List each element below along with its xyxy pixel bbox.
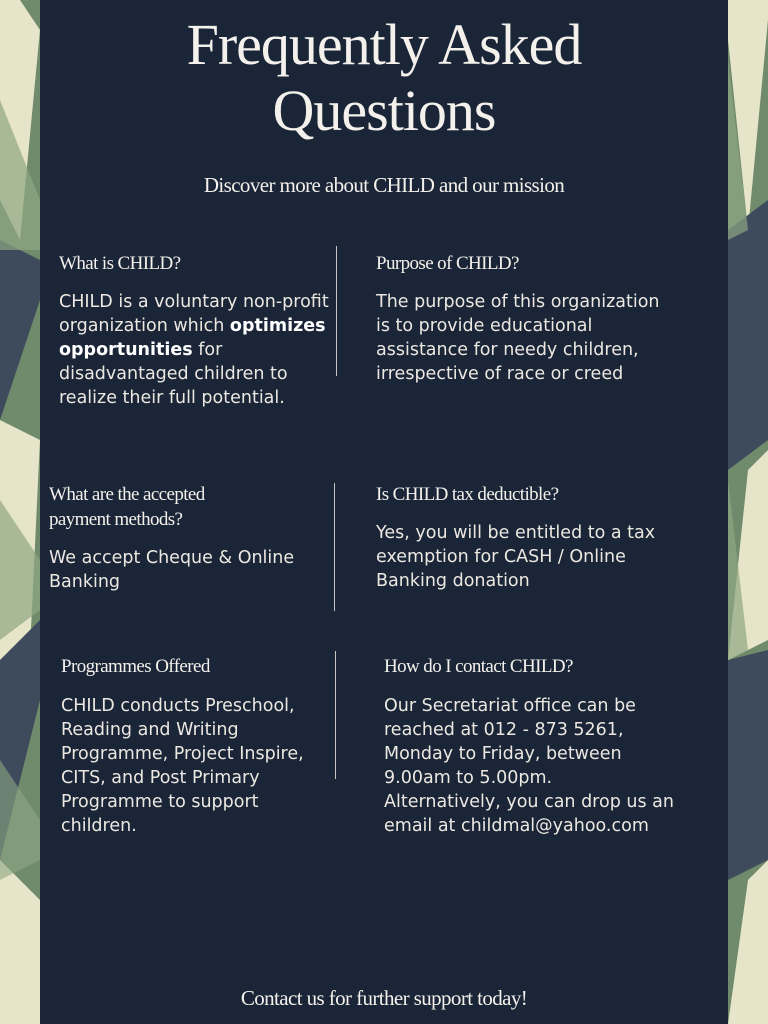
- faq-answer-payment-methods: We accept Cheque & Online Banking: [49, 548, 295, 592]
- decorative-right-border: [728, 0, 768, 1024]
- faq-question-programmes: Programmes Offered: [61, 656, 210, 677]
- faq-answer-tax-deductible: Yes, you will be entitled to a tax exemption for CASH / Online Banking donation: [376, 523, 656, 591]
- faq-answer-highlight: optimizes opportunities: [59, 316, 326, 360]
- faq-question-tax-deductible: Is CHILD tax deductible?: [376, 484, 559, 505]
- faq-panel: [40, 0, 728, 1024]
- faq-question-purpose: Purpose of CHILD?: [376, 253, 519, 274]
- page-subtitle: Discover more about CHILD and our mission: [203, 173, 565, 197]
- decorative-left-border: [0, 0, 40, 1024]
- faq-question-contact: How do I contact CHILD?: [384, 656, 573, 677]
- faq-answer-what-is-child: [59, 290, 339, 410]
- footer-cta: Contact us for further support today!: [240, 986, 528, 1010]
- faq-question-what-is-child: What is CHILD?: [59, 253, 181, 274]
- page-title: Frequently Asked Questions: [186, 12, 582, 143]
- column-divider: [334, 483, 335, 611]
- column-divider: [336, 246, 337, 376]
- faq-answer-contact: Our Secretariat office can be reached at 012 - 873 5261, Monday to Friday, between 9.00am to 5.00pm. Alternatively, you can drop us an email at childmal@yahoo.com: [384, 696, 674, 836]
- faq-answer-text: for disadvantaged children to realize their full potential.: [59, 340, 288, 408]
- faq-answer-programmes: CHILD conducts Preschool, Reading and Writing Programme, Project Inspire, CITS, and Post Primary Programme to support children.: [61, 696, 304, 836]
- column-divider: [335, 651, 336, 779]
- faq-answer-purpose: The purpose of this organization is to provide educational assistance for needy children, irrespective of race or creed: [376, 292, 660, 384]
- faq-answer-text: CHILD is a voluntary non-profit organization which: [59, 292, 329, 336]
- faq-question-payment-methods: What are the accepted payment methods?: [49, 484, 205, 530]
